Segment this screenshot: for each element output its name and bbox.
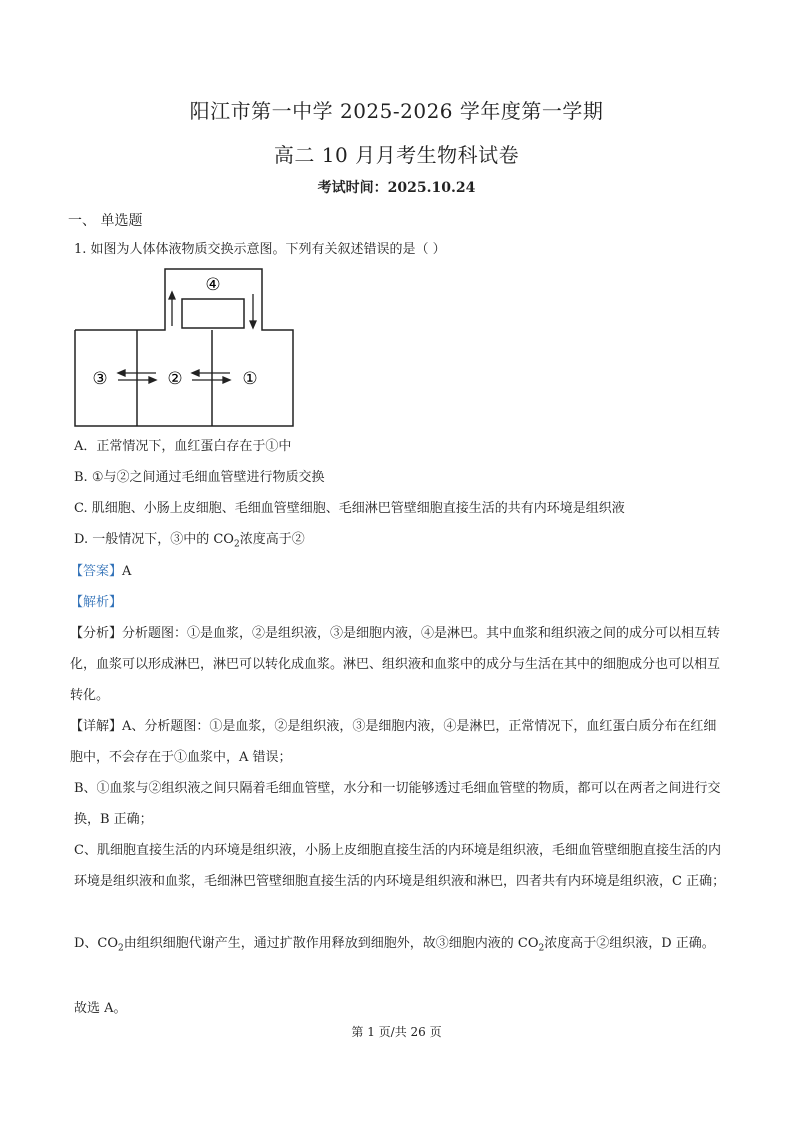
diagram-label-2: ②	[167, 369, 183, 389]
analysis-paragraph: 【分析】分析题图：①是血浆，②是组织液，③是细胞内液，④是淋巴。其中血浆和组织液之间的成分可以相互转化，血浆可以形成淋巴，淋巴可以转化成血浆。淋巴、组织液和血浆中的成分与生活在其中的细胞成分也可以相互转化。	[70, 626, 721, 703]
diagram-label-4: ④	[205, 275, 221, 295]
diagram-label-3: ③	[92, 369, 108, 389]
answer-label: 【答案】	[70, 564, 123, 579]
option-b: B. ①与②之间通过毛细血管壁进行物质交换	[74, 470, 325, 485]
exam-title-line2: 高二 10 月月考生物科试卷	[273, 143, 520, 167]
answer-value: A	[122, 564, 132, 579]
option-d: D. 一般情况下，③中的 $CO_2$浓度高于②	[74, 532, 305, 550]
detail-paragraph-d: D、$CO_2$由组织细胞代谢产生，通过扩散作用释放到细胞外，故③细胞内液的 $CO_2$浓度高于②组织液，D 正确。	[74, 936, 715, 954]
section-heading: 一、 单选题	[68, 213, 143, 229]
analysis-label: 【解析】	[70, 595, 123, 610]
exam-time: 考试时间：2025.10.24	[317, 180, 476, 196]
diagram-label-1: ①	[242, 369, 258, 389]
option-a: A．正常情况下，血红蛋白存在于①中	[74, 439, 292, 454]
question-stem: 1. 如图为人体体液物质交换示意图。下列有关叙述错误的是（ ）	[74, 242, 446, 257]
conclusion: 故选 A。	[74, 1001, 127, 1016]
detail-paragraph-a: 【详解】A、分析题图：①是血浆，②是组织液，③是细胞内液，④是淋巴，正常情况下，血红蛋白质分布在红细胞中，不会存在于①血浆中，A 错误；	[70, 719, 717, 765]
detail-paragraph-b: B、①血浆与②组织液之间只隔着毛细血管壁，水分和一切能够透过毛细血管壁的物质，都可以在两者之间进行交换，B 正确；	[74, 781, 721, 827]
exam-title-line1: 阳江市第一中学 2025-2026 学年度第一学期	[189, 99, 604, 123]
answer	[70, 562, 131, 582]
detail-paragraph-c: C、肌细胞直接生活的内环境是组织液，小肠上皮细胞直接生活的内环境是组织液，毛细血管壁细胞直接生活的内环境是组织液和血浆，毛细淋巴管壁细胞直接生活的内环境是组织液和淋巴，四者共有内环境是组织液，C 正确；	[74, 843, 726, 889]
option-c: C. 肌细胞、小肠上皮细胞、毛细血管壁细胞、毛细淋巴管壁细胞直接生活的共有内环境是组织液	[74, 501, 625, 516]
body-fluid-exchange-diagram	[74, 268, 296, 428]
page-footer: 第 1 页/共 26 页	[351, 1025, 442, 1039]
